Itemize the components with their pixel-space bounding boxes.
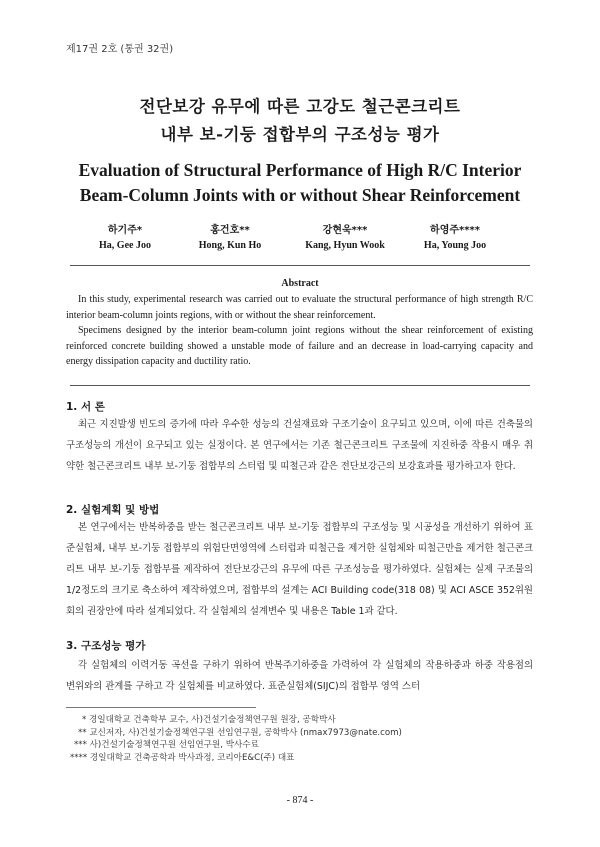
- section-body: [66, 414, 533, 477]
- section-body: [66, 517, 533, 622]
- author-name-ko: 강현욱***: [322, 225, 368, 236]
- footnote: *** 사)건설기술정책연구원 선임연구원, 박사수료: [74, 740, 259, 750]
- author-name-en: Ha, Gee Joo: [99, 240, 151, 251]
- abstract-paragraph: In this study, experimental research was carried out to evaluate the structural performance of high strength R/C interior beam-column joints regions, with or without the shear reinforcement.: [66, 294, 533, 321]
- page-number: - 874 -: [286, 795, 314, 806]
- footnote: ** 교신저자, 사)건설기술정책연구원 선임연구원, 공학박사 (nmax7973@nate.com): [78, 727, 402, 738]
- section-heading: 2. 실험계획 및 방법: [66, 504, 160, 516]
- section-paragraph: 최근 지진발생 빈도의 증가에 따라 우수한 성능의 건설재료와 구조기술이 요구되고 있으며, 이에 따른 건축물의 구조성능의 개선이 요구되고 있는 실정이다. 본 연구에서는 기존 철근콘크리트 구조물에 지진하중 작용시 매우 취약한 철근콘크리트 내부 보-기둥 접합부의 스터럽 및 띠철근과 같은 전단보강근의 보강효과를 평가하고자 한다.: [66, 419, 533, 472]
- author-2: [170, 221, 290, 251]
- author-name-ko: 하영주****: [430, 225, 480, 236]
- abstract-body: [66, 292, 533, 370]
- author-name-en: Kang, Hyun Wook: [305, 240, 385, 251]
- abstract-divider: [70, 385, 530, 386]
- footnote-divider: [66, 707, 256, 708]
- english-title-line1: Evaluation of Structural Performance of High R/C Interior: [78, 160, 522, 180]
- footnote: **** 경일대학교 건축공학과 박사과정, 코리아E&C(주) 대표: [70, 752, 295, 763]
- author-name-ko: 하기주*: [107, 225, 143, 236]
- footnote: * 경일대학교 건축학부 교수, 사)건설기술정책연구원 원장, 공학박사: [82, 715, 336, 725]
- author-3: [285, 221, 405, 251]
- section-body: [66, 655, 533, 697]
- english-title-line2: Beam-Column Joints with or without Shear Reinforcement: [79, 185, 521, 205]
- volume-info: 제17권 2호 (통권 32권): [66, 44, 174, 55]
- footnotes: [70, 714, 530, 764]
- section-paragraph: 각 실험체의 이력거동 곡선을 구하기 위하여 반복주기하중을 가력하여 각 실험체의 작용하중과 하중 작용점의 변위와의 관계를 구하고 각 실험체를 비교하였다. 표준실험체(SIJC)의 접합부 영역 스터: [66, 660, 533, 692]
- author-name-en: Ha, Young Joo: [423, 240, 487, 251]
- abstract-paragraph: Specimens designed by the interior beam-column joint regions without the shear reinforcement of existing reinforced concrete building showed a unstable mode of failure and an decrease in load-carrying capacity and energy dissipation capacity and ductility ratio.: [66, 325, 533, 367]
- author-4: [395, 221, 515, 251]
- section-heading: 3. 구조성능 평가: [66, 640, 146, 652]
- author-1: [65, 221, 185, 251]
- section-heading: 1. 서 론: [66, 401, 105, 413]
- section-paragraph: 본 연구에서는 반복하중을 받는 철근콘크리트 내부 보-기둥 접합부의 구조성능 및 시공성을 개선하기 위하여 표준실험체, 내부 보-기둥 접합부의 위험단면영역에 스터럽과 띠철근을 제거한 실험체와 띠철근만을 제거한 철근콘크리트 내부 보-기둥 접합부를 제작하여 전단보강근의 유무에 따른 구조성능을 평가하였다. 실험체는 실제 구조물의 1/2정도의 크기로 축소하여 제작하였으며, 접합부의 설계는 ACI Building code(318 08) 및 ACI ASCE 352위원회의 권장안에 따라 설계되었다. 각 실험체의 설계변수 및 내용은 Table 1과 같다.: [66, 522, 533, 617]
- abstract-heading: Abstract: [281, 278, 319, 289]
- korean-title-line1: 전단보강 유무에 따른 고강도 철근콘크리트: [139, 97, 461, 116]
- author-divider: [70, 265, 530, 266]
- author-name-ko: 홍건호**: [210, 225, 250, 236]
- korean-title-line2: 내부 보-기둥 접합부의 구조성능 평가: [160, 125, 440, 144]
- author-name-en: Hong, Kun Ho: [198, 240, 262, 251]
